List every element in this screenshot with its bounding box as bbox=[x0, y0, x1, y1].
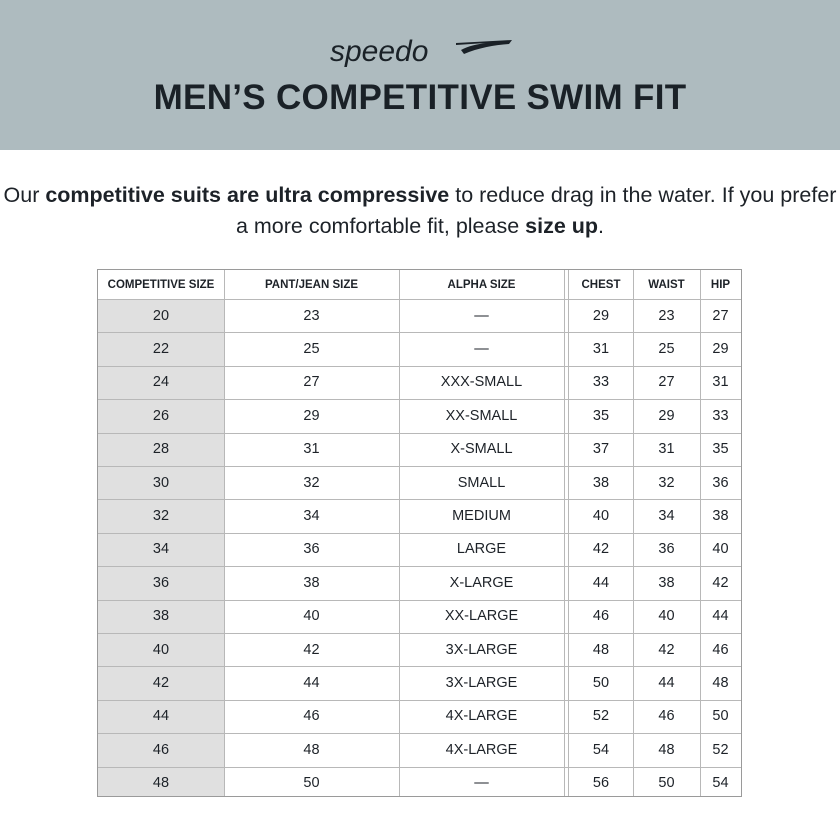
cell-waist: 42 bbox=[658, 641, 675, 658]
cell-hip: 31 bbox=[712, 374, 729, 391]
cell-pant-jean-size: 46 bbox=[303, 708, 320, 725]
cell-competitive-size: 20 bbox=[152, 307, 170, 324]
cell-pant-jean-size: 36 bbox=[303, 541, 320, 558]
header-hip: HIP bbox=[710, 278, 731, 291]
cell-hip: 36 bbox=[712, 474, 729, 491]
cell-pant-jean-size: 27 bbox=[303, 374, 320, 391]
cell-waist: 36 bbox=[658, 541, 675, 558]
cell-waist: 46 bbox=[658, 708, 675, 725]
cell-pant-jean-size: 31 bbox=[303, 441, 320, 458]
cell-chest: 50 bbox=[592, 675, 610, 692]
cell-pant-jean-size: 25 bbox=[303, 341, 320, 358]
cell-competitive-size: 44 bbox=[152, 708, 170, 725]
cell-hip: 54 bbox=[712, 775, 729, 792]
cell-competitive-size: 24 bbox=[152, 374, 170, 391]
cell-waist: 34 bbox=[658, 508, 675, 525]
cell-alpha-size: XXX-SMALL bbox=[440, 374, 523, 391]
cell-competitive-size: 30 bbox=[152, 474, 170, 491]
cell-alpha-size: — bbox=[474, 775, 489, 792]
cell-competitive-size: 48 bbox=[152, 775, 170, 792]
cell-chest: 29 bbox=[592, 307, 610, 324]
cell-competitive-size: 28 bbox=[152, 441, 170, 458]
cell-hip: 27 bbox=[712, 307, 729, 324]
cell-pant-jean-size: 38 bbox=[303, 574, 320, 591]
intro-text-part: . bbox=[598, 214, 605, 238]
cell-waist: 27 bbox=[658, 374, 675, 391]
cell-hip: 52 bbox=[712, 741, 729, 758]
cell-alpha-size: — bbox=[474, 341, 489, 358]
cell-alpha-size: 3X-LARGE bbox=[445, 675, 518, 692]
cell-alpha-size: X-LARGE bbox=[449, 574, 514, 591]
cell-alpha-size: 4X-LARGE bbox=[445, 708, 518, 725]
cell-competitive-size: 36 bbox=[152, 574, 170, 591]
cell-waist: 25 bbox=[658, 341, 675, 358]
cell-waist: 40 bbox=[658, 608, 675, 625]
cell-alpha-size: LARGE bbox=[456, 541, 507, 558]
header-waist: WAIST bbox=[648, 278, 685, 291]
cell-chest: 52 bbox=[592, 708, 610, 725]
cell-chest: 46 bbox=[592, 608, 610, 625]
intro-text-bold: size up bbox=[525, 214, 599, 238]
cell-hip: 44 bbox=[712, 608, 729, 625]
cell-waist: 38 bbox=[658, 574, 675, 591]
cell-chest: 48 bbox=[592, 641, 610, 658]
cell-pant-jean-size: 40 bbox=[303, 608, 320, 625]
header-competitive-size: COMPETITIVE SIZE bbox=[107, 278, 215, 291]
cell-chest: 33 bbox=[592, 374, 610, 391]
cell-chest: 54 bbox=[592, 741, 610, 758]
cell-pant-jean-size: 23 bbox=[303, 307, 320, 324]
cell-waist: 50 bbox=[658, 775, 675, 792]
cell-competitive-size: 40 bbox=[152, 641, 170, 658]
cell-hip: 46 bbox=[712, 641, 729, 658]
cell-hip: 40 bbox=[712, 541, 729, 558]
cell-pant-jean-size: 42 bbox=[303, 641, 320, 658]
cell-hip: 42 bbox=[712, 574, 729, 591]
cell-chest: 42 bbox=[592, 541, 610, 558]
cell-chest: 35 bbox=[592, 407, 610, 424]
cell-chest: 37 bbox=[592, 441, 610, 458]
cell-competitive-size: 32 bbox=[152, 508, 170, 525]
cell-hip: 35 bbox=[712, 441, 729, 458]
cell-hip: 33 bbox=[712, 407, 729, 424]
cell-waist: 44 bbox=[658, 675, 675, 692]
speedo-logo bbox=[328, 34, 514, 68]
cell-alpha-size: 4X-LARGE bbox=[445, 741, 518, 758]
cell-pant-jean-size: 44 bbox=[303, 675, 320, 692]
cell-competitive-size: 42 bbox=[152, 675, 170, 692]
header-pant-jean-size: PANT/JEAN SIZE bbox=[264, 278, 359, 291]
cell-alpha-size: — bbox=[474, 307, 489, 324]
cell-pant-jean-size: 34 bbox=[303, 508, 320, 525]
cell-competitive-size: 22 bbox=[152, 341, 170, 358]
size-chart-table bbox=[97, 269, 742, 797]
cell-waist: 32 bbox=[658, 474, 675, 491]
page-title: MEN’S COMPETITIVE SWIM FIT bbox=[153, 78, 687, 117]
cell-alpha-size: SMALL bbox=[457, 474, 506, 491]
header-banner bbox=[0, 0, 840, 150]
cell-pant-jean-size: 29 bbox=[303, 407, 320, 424]
cell-waist: 23 bbox=[658, 307, 675, 324]
cell-chest: 56 bbox=[592, 775, 610, 792]
cell-waist: 31 bbox=[658, 441, 675, 458]
cell-alpha-size: MEDIUM bbox=[452, 508, 511, 525]
cell-waist: 29 bbox=[658, 407, 675, 424]
header-alpha-size: ALPHA SIZE bbox=[447, 278, 516, 291]
header-chest: CHEST bbox=[581, 278, 621, 291]
intro-text-bold: competitive suits are ultra compressive bbox=[45, 183, 450, 207]
cell-hip: 38 bbox=[712, 508, 729, 525]
cell-alpha-size: 3X-LARGE bbox=[445, 641, 518, 658]
boomerang-icon bbox=[456, 40, 512, 54]
cell-hip: 50 bbox=[712, 708, 729, 725]
cell-alpha-size: XX-LARGE bbox=[444, 608, 519, 625]
cell-competitive-size: 34 bbox=[152, 541, 170, 558]
cell-waist: 48 bbox=[658, 741, 675, 758]
cell-alpha-size: XX-SMALL bbox=[445, 407, 518, 424]
cell-hip: 48 bbox=[712, 675, 729, 692]
cell-pant-jean-size: 48 bbox=[303, 741, 320, 758]
cell-chest: 38 bbox=[592, 474, 610, 491]
cell-competitive-size: 38 bbox=[152, 608, 170, 625]
cell-pant-jean-size: 50 bbox=[303, 775, 320, 792]
cell-chest: 44 bbox=[592, 574, 610, 591]
cell-competitive-size: 46 bbox=[152, 741, 170, 758]
intro-text bbox=[0, 180, 840, 242]
cell-competitive-size: 26 bbox=[152, 407, 170, 424]
cell-alpha-size: X-SMALL bbox=[450, 441, 513, 458]
cell-chest: 31 bbox=[592, 341, 610, 358]
cell-pant-jean-size: 32 bbox=[303, 474, 320, 491]
intro-text-part: to reduce drag in the water. If you prefer a more comfortable fit, please bbox=[235, 183, 837, 238]
speedo-wordmark: speedo bbox=[330, 35, 429, 68]
intro-text-part: Our bbox=[3, 183, 46, 207]
cell-chest: 40 bbox=[592, 508, 610, 525]
cell-hip: 29 bbox=[712, 341, 729, 358]
